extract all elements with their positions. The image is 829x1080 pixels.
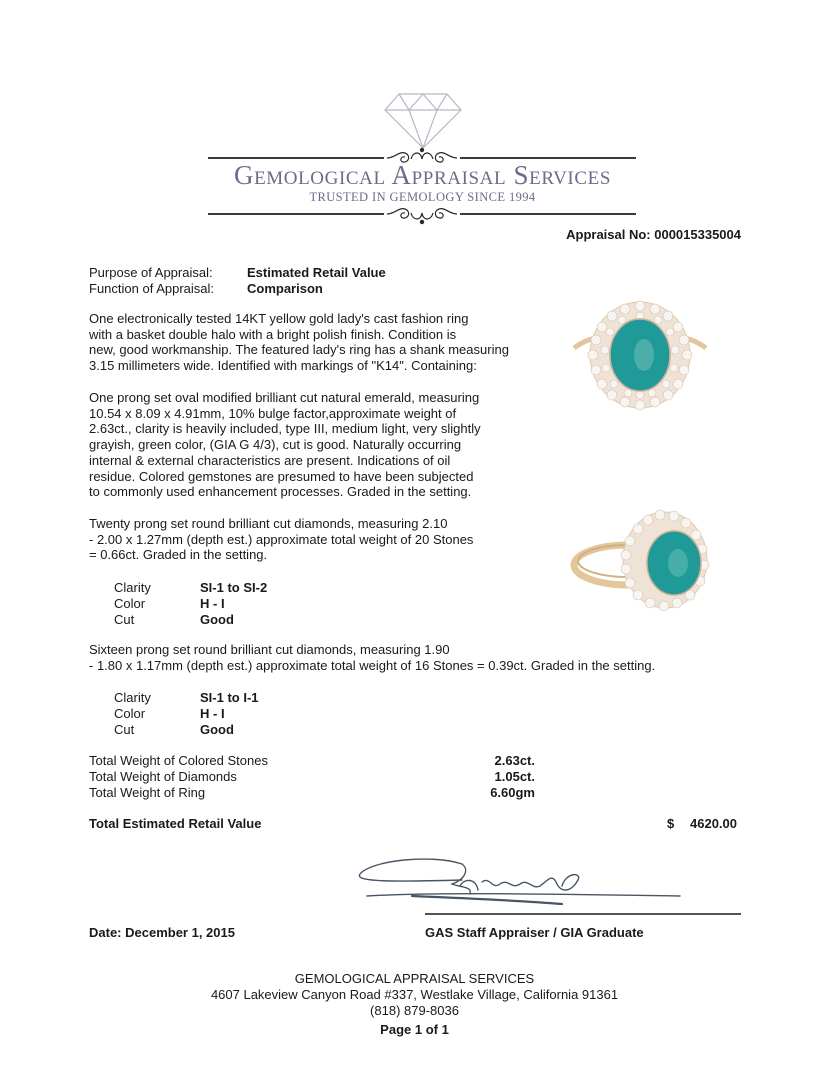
total-ring-weight-label: Total Weight of Ring — [89, 785, 206, 800]
text-line: = 0.66ct. Graded in the setting. — [89, 547, 268, 563]
ring-side-view-image — [560, 505, 720, 615]
total-diamonds-value: 1.05ct. — [494, 769, 535, 784]
text-line: One prong set oval modified brilliant cut natural emerald, measuring — [89, 390, 480, 405]
logo-bottom-rule-right — [460, 213, 636, 215]
text-line: residue. Colored gemstones are presumed to have been subjected — [89, 468, 474, 484]
text-line: One electronically tested 14KT yellow gold lady's cast fashion ring — [89, 311, 469, 326]
grade-label: Cut — [114, 612, 135, 627]
logo-top-rule-right — [460, 157, 636, 159]
text-line: 3.15 millimeters wide. Identified with markings of "K14". Containing: — [89, 358, 477, 374]
text-line: 10.54 x 8.09 x 4.91mm, 10% bulge factor,approximate weight of — [89, 405, 457, 421]
grade-value: Good — [200, 722, 234, 737]
text-line: with a basket double halo with a bright polish finish. Condition is — [89, 326, 457, 342]
footer-address: 4607 Lakeview Canyon Road #337, Westlake Village, California 91361 — [210, 987, 619, 1002]
text-line: - 2.00 x 1.27mm (depth est.) approximate total weight of 20 Stones — [89, 531, 474, 547]
text-line: Twenty prong set round brilliant cut diamonds, measuring 2.10 — [89, 516, 448, 531]
diamond-icon — [383, 92, 463, 150]
function-label: Function of Appraisal: — [89, 281, 215, 296]
appraisal-number: Appraisal No: 000015335004 — [566, 227, 741, 242]
text-line: - 1.80 x 1.17mm (depth est.) approximate total weight of 16 Stones = 0.39ct. Graded in the setting. — [89, 657, 656, 673]
total-ring-weight-value: 6.60gm — [490, 785, 535, 800]
footer-company: GEMOLOGICAL APPRAISAL SERVICES — [294, 971, 535, 986]
footer-phone: (818) 879-8036 — [370, 1003, 459, 1018]
text-line: to commonly used enhancement processes. Graded in the setting. — [89, 484, 472, 500]
grade-value: H - I — [200, 706, 225, 721]
text-line: Sixteen prong set round brilliant cut diamonds, measuring 1.90 — [89, 642, 450, 657]
grade-label: Clarity — [114, 580, 151, 595]
emerald-description — [89, 390, 549, 500]
retail-value-currency: $ — [667, 816, 675, 831]
purpose-label: Purpose of Appraisal: — [89, 265, 213, 280]
logo-bottom-rule-left — [208, 213, 384, 215]
appraiser-signature — [352, 852, 692, 912]
diamonds-sixteen-description — [89, 642, 729, 673]
grade-value: SI-1 to I-1 — [200, 690, 259, 705]
text-line: 2.63ct., clarity is heavily included, type III, medium light, very slightly — [89, 421, 481, 437]
grade-label: Color — [114, 596, 146, 611]
grade-label: Clarity — [114, 690, 151, 705]
total-colored-stones-value: 2.63ct. — [494, 753, 535, 768]
grade-value: H - I — [200, 596, 225, 611]
text-line: grayish, green color, (GIA G 4/3), cut is good. Naturally occurring — [89, 437, 462, 453]
signature-line — [425, 913, 741, 915]
purpose-value: Estimated Retail Value — [247, 265, 386, 280]
grade-label: Color — [114, 706, 146, 721]
appraiser-title: GAS Staff Appraiser / GIA Graduate — [425, 925, 644, 940]
company-tagline: TRUSTED IN GEMOLOGY SINCE 1994 — [309, 190, 536, 204]
total-colored-stones-label: Total Weight of Colored Stones — [89, 753, 268, 768]
function-value: Comparison — [247, 281, 323, 296]
retail-value-amount: 4620.00 — [690, 816, 737, 831]
grade-value: Good — [200, 612, 234, 627]
diamonds-twenty-description — [89, 516, 549, 563]
ring-top-view-image — [560, 300, 720, 420]
grade-label: Cut — [114, 722, 135, 737]
grade-value: SI-1 to SI-2 — [200, 580, 268, 595]
company-logo-title: Gemological Appraisal Services — [233, 160, 612, 190]
page-number: Page 1 of 1 — [380, 1022, 449, 1037]
flourish-ornament-bottom — [385, 203, 459, 225]
text-line: internal & external characteristics are present. Indications of oil — [89, 452, 451, 468]
text-line: new, good workmanship. The featured lady's ring has a shank measuring — [89, 342, 509, 358]
total-diamonds-label: Total Weight of Diamonds — [89, 769, 237, 784]
logo-top-rule-left — [208, 157, 384, 159]
appraisal-date: Date: December 1, 2015 — [89, 925, 235, 940]
ring-description — [89, 311, 549, 374]
retail-value-label: Total Estimated Retail Value — [89, 816, 262, 831]
